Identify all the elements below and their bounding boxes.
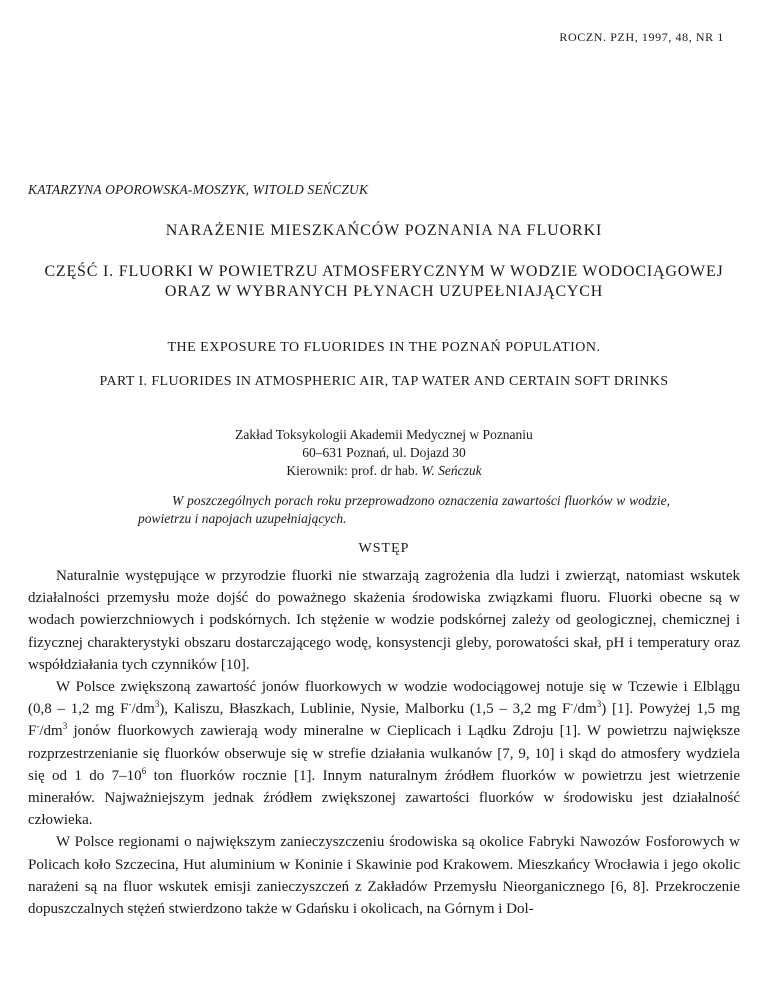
- paragraph-2-part: ton fluorków rocznie [1]. Innym naturalnym źródłem fluorków w powietrzu jest wietrzenie minerałów. Najważniejszym jednak źródłem zwiększonej zawartości fluorków w środowisku jest działalność człowieka.: [28, 767, 740, 829]
- summary: W poszczególnych porach roku przeprowadzono oznaczenia zawartości fluorków w wodzie, powietrzu i napojach uzupełniających.: [138, 493, 670, 526]
- superscript: -: [128, 699, 132, 710]
- superscript: 3: [62, 721, 68, 732]
- title-polish: NARAŻENIE MIESZKAŃCÓW POZNANIA NA FLUORKI: [165, 222, 603, 239]
- body-text: [28, 565, 740, 920]
- paragraph-2-part: W Polsce zwiększoną zawartość jonów fluorkowych w wodzie wodociągowej notuje się w Tczewie i Elblągu (0,8 – 1,2 mg F: [28, 679, 740, 718]
- subtitle-polish: CZĘŚĆ I. FLUORKI W POWIETRZU ATMOSFERYCZNYM W WODZIE WODOCIĄGOWEJ ORAZ W WYBRANYCH PŁYNACH UZUPEŁNIAJĄCYCH: [44, 263, 724, 300]
- affiliation-head-label: Kierownik: prof. dr hab.: [286, 463, 422, 478]
- superscript: -: [36, 721, 40, 732]
- paragraph-2-part: /dm: [131, 701, 155, 718]
- subtitle-english: PART I. FLUORIDES IN ATMOSPHERIC AIR, TAP WATER AND CERTAIN SOFT DRINKS: [99, 374, 669, 389]
- journal-reference: ROCZN. PZH, 1997, 48, NR 1: [559, 30, 724, 44]
- paragraph-2-part: ) [1]. Powyżej 1,5 mg F: [28, 701, 740, 740]
- superscript: 3: [596, 699, 602, 710]
- affiliation-head: [40, 462, 728, 480]
- paragraph-2-part: jonów fluorkowych zawierają wody mineralne w Cieplicach i Lądku Zdroju [1]. W powietrzu największe rozprzestrzenianie się fluorków obserwuje się w strefie działania wulkanów [7, 9, 10] i skąd do atmosfery wydziela się od 1 do 7–10: [28, 723, 740, 784]
- superscript: 6: [141, 765, 147, 776]
- paragraph-2-part: /dm: [573, 701, 597, 718]
- paragraph-2-part: /dm: [39, 723, 63, 740]
- affiliation-head-name: W. Seńczuk: [421, 463, 482, 478]
- paragraph-1: Naturalnie występujące w przyrodzie fluorki nie stwarzają zagrożenia dla ludzi i zwierząt, natomiast wskutek działalności przemysłu może dojść do poważnego skażenia środowiska związkami fluoru. Fluorki obecne są w wodach powierzchniowych i podskórnych. Ich stężenie w wodzie podskórnej zależy od geologicznej, chemicznej i fizycznej charakterystyki obszaru dostarczającego wodę, konsystencji gleby, porowatości skał, pH i temperatury oraz współdziałania tych czynników [10].: [28, 568, 740, 673]
- paragraph-2-part: ), Kaliszu, Błaszkach, Lublinie, Nysie, Malborku (1,5 – 3,2 mg F: [159, 701, 571, 718]
- superscript: -: [570, 699, 574, 710]
- affiliation: [40, 426, 728, 480]
- title-english: THE EXPOSURE TO FLUORIDES IN THE POZNAŃ POPULATION.: [167, 340, 601, 355]
- paragraph-3: W Polsce regionami o największym zanieczyszczeniu środowiska są okolice Fabryki Nawozów Fosforowych w Policach koło Szczecina, Hut aluminium w Koninie i Skawinie pod Krakowem. Mieszkańcy Wrocławia i jego okolic narażeni są na fluor wskutek emisji zanieczyszczeń z Zakładów Przemysłu Nieorganicznego [6, 8]. Przekroczenie dopuszczalnych stężeń stwierdzono także w Gdańsku i okolicach, na Górnym i Dol-: [28, 834, 740, 918]
- section-heading: WSTĘP: [358, 541, 410, 556]
- affiliation-address: 60–631 Poznań, ul. Dojazd 30: [302, 445, 466, 460]
- superscript: 3: [154, 699, 160, 710]
- affiliation-institution: Zakład Toksykologii Akademii Medycznej w Poznaniu: [235, 427, 533, 442]
- authors: KATARZYNA OPOROWSKA-MOSZYK, WITOLD SEŃCZUK: [28, 182, 369, 197]
- paragraph-2: [28, 676, 740, 831]
